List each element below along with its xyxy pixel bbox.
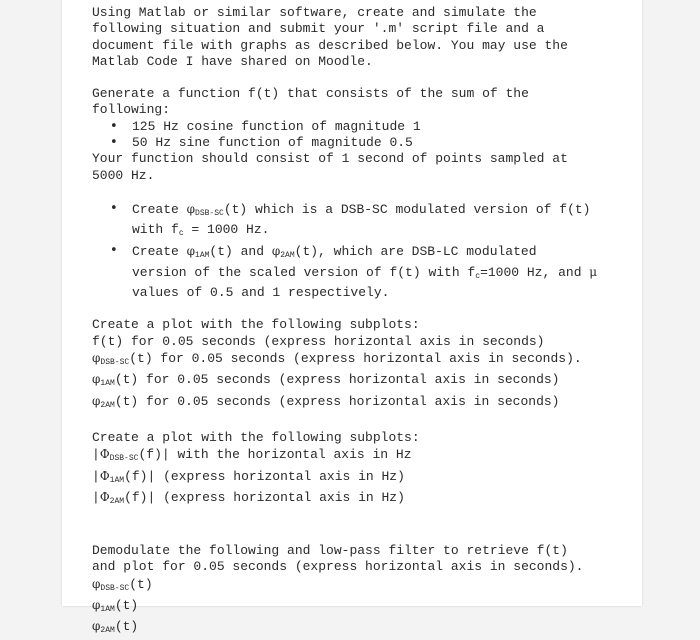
component-list xyxy=(92,119,632,152)
generate-line: following: xyxy=(92,102,171,118)
generate-after-line: Your function should consist of 1 second of points sampled at xyxy=(92,151,568,167)
plot-line: $|\Phi_{1AM}(f)|$ (express horizontal axis in Hz) xyxy=(92,468,405,485)
plot-section-frequency xyxy=(92,430,632,510)
list-item: • Create $\varphi_{DSB-SC}(t)$ which is a DSB-SC modulated version of f(t) with $f_c = 1000$ Hz. xyxy=(92,201,632,243)
document-page xyxy=(62,0,642,636)
list-item: • Create $\varphi_{1AM}(t)$ and $\varphi_{2AM}(t)$, which are DSB-LC modulated version of the scaled version of f(t) with $f_c=1000$ Hz, and μ values of 0.5 and 1 respectively. xyxy=(92,243,632,302)
generate-after-line: 5000 Hz. xyxy=(92,167,155,183)
plot-line: $\varphi_{1AM}(t)$ for 0.05 seconds (express horizontal axis in seconds) xyxy=(92,372,560,389)
demod-item: $\varphi_{DSB-SC}(t)$ xyxy=(92,576,153,593)
intro-paragraph xyxy=(92,5,632,70)
plot-section-time xyxy=(92,317,632,413)
demod-item: $\varphi_{1AM}(t)$ xyxy=(92,598,139,615)
plot-line: $\varphi_{DSB-SC}(t)$ for 0.05 seconds (express horizontal axis in seconds). xyxy=(92,351,582,368)
plot-line: $\varphi_{2AM}(t)$ for 0.05 seconds (express horizontal axis in seconds) xyxy=(92,393,560,410)
plot-line: f(t) for 0.05 seconds (express horizontal axis in seconds) xyxy=(92,333,545,349)
list-item: • 50 Hz sine function of magnitude 0.5 xyxy=(92,135,632,151)
intro-line: following situation and submit your '.m' script file and a xyxy=(92,21,545,37)
demod-item: $\varphi_{2AM}(t)$ xyxy=(92,619,139,636)
demod-line: and plot for 0.05 seconds (express horizontal axis in seconds). xyxy=(92,559,584,575)
list-item: • 125 Hz cosine function of magnitude 1 xyxy=(92,119,632,135)
section-heading: Create a plot with the following subplots: xyxy=(92,429,420,445)
intro-line: Using Matlab or similar software, create and simulate the xyxy=(92,5,537,20)
demod-line: Demodulate the following and low-pass filter to retrieve f(t) xyxy=(92,543,568,559)
plot-line: $|\Phi_{2AM}(f)|$ (express horizontal axis in Hz) xyxy=(92,489,405,506)
intro-line: Matlab Code I have shared on Moodle. xyxy=(92,53,373,69)
plot-line: $|\Phi_{DSB-SC}(f)|$ with the horizontal axis in Hz xyxy=(92,447,412,464)
create-list xyxy=(92,201,632,301)
assignment-text xyxy=(92,5,632,640)
generate-section xyxy=(92,86,632,184)
intro-line: document file with graphs as described below. You may use the xyxy=(92,37,568,53)
demodulate-section xyxy=(92,543,632,639)
generate-line: Generate a function f(t) that consists of the sum of the xyxy=(92,86,529,102)
section-heading: Create a plot with the following subplots: xyxy=(92,317,420,333)
